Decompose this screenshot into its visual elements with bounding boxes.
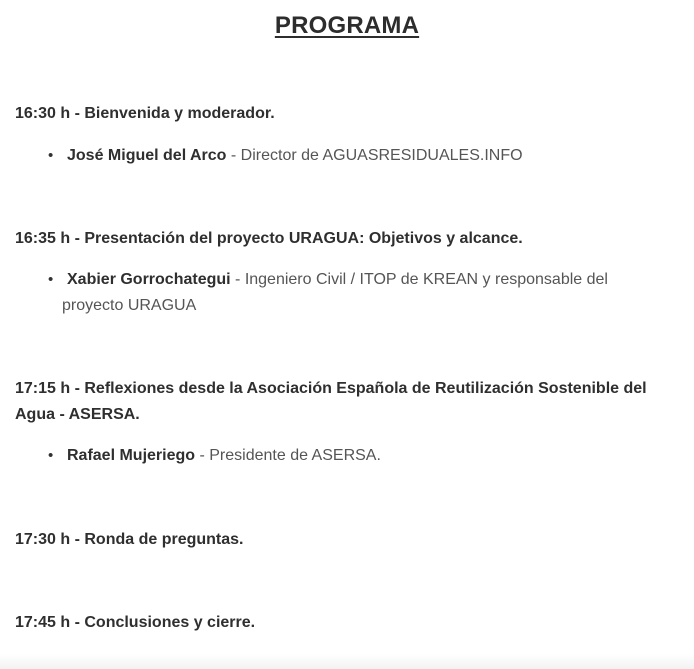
speaker-role: Presidente de ASERSA. xyxy=(209,447,381,464)
agenda-item-speaker xyxy=(48,267,638,319)
speaker-separator: - xyxy=(230,271,245,288)
agenda-item-heading: 17:15 h - Reflexiones desde la Asociación Española de Reutilización Sostenible del Agua - ASERSA. xyxy=(15,380,647,423)
speaker-role: Director de AGUASRESIDUALES.INFO xyxy=(240,147,523,164)
speaker-text xyxy=(48,443,648,469)
agenda-item-heading: 17:30 h - Ronda de preguntas. xyxy=(15,531,244,548)
agenda-item-heading: 17:45 h - Conclusiones y cierre. xyxy=(15,614,256,631)
speaker-name: Xabier Gorrochategui xyxy=(67,271,231,288)
agenda-item-speaker xyxy=(48,143,648,169)
bullet-icon: • xyxy=(48,271,54,288)
speaker-separator: - xyxy=(226,147,241,164)
speaker-name: José Miguel del Arco xyxy=(67,147,227,164)
agenda-item-speaker xyxy=(48,443,648,469)
speaker-text xyxy=(48,143,648,169)
speaker-name: Rafael Mujeriego xyxy=(67,447,196,464)
bullet-icon: • xyxy=(48,447,54,464)
agenda-item-heading: 16:35 h - Presentación del proyecto URAGUA: Objetivos y alcance. xyxy=(15,230,523,247)
page-title: PROGRAMA xyxy=(274,12,420,39)
speaker-role: Ingeniero Civil / ITOP de KREAN y responsable del proyecto URAGUA xyxy=(62,271,608,314)
speaker-text xyxy=(48,267,638,319)
bottom-edge xyxy=(0,654,694,669)
speaker-separator: - xyxy=(195,447,210,464)
bullet-icon: • xyxy=(48,147,54,164)
agenda-item-heading: 16:30 h - Bienvenida y moderador. xyxy=(15,105,275,122)
